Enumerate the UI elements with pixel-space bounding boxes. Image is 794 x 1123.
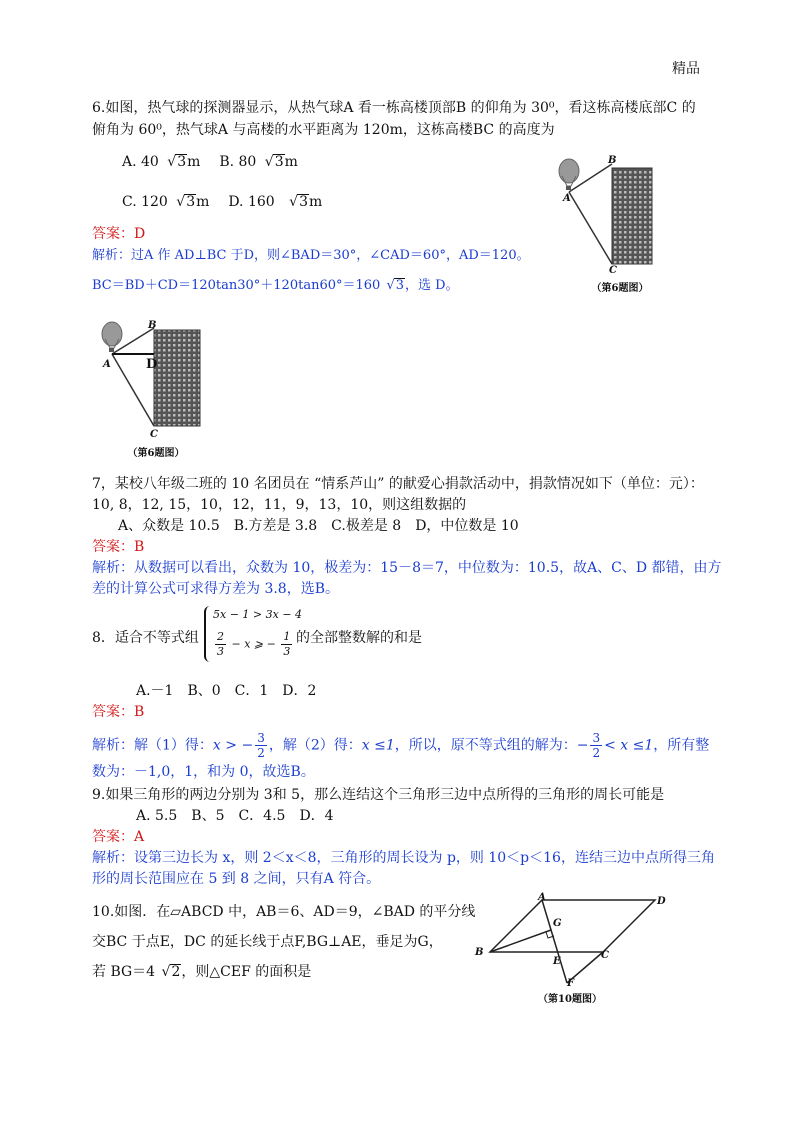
q8-analysis-fraction1	[255, 731, 267, 760]
q6-fig-right-label-a: A	[563, 193, 571, 204]
q10-fig-label-e: E	[553, 956, 561, 967]
q6-fig-left-caption: （第6题图）	[127, 448, 185, 459]
q10-fig-label-b: B	[475, 947, 484, 958]
q8-ineq2-denominator: 3	[217, 645, 224, 658]
q10-fig-label-f: F	[567, 978, 575, 989]
q6-analysis-line1: 解析：过A 作 AD⊥BC 于D，则∠BAD＝30°，∠CAD＝60°，AD＝120。	[92, 248, 530, 263]
q10-fig-label-g: G	[553, 918, 562, 929]
q6-fig-left-label-a: A	[103, 359, 111, 370]
q8-ineq2-middle: − x ⩾ −	[231, 637, 276, 651]
q6-option-a-unit: m	[187, 154, 201, 170]
q6-option-b-radical: √ 3	[273, 154, 285, 169]
q8-analysis-part10: ，所有整	[653, 737, 710, 754]
q6-analysis-text: BC＝BD＋CD＝120tan30°＋120tan60°＝160	[92, 278, 381, 293]
q8-analysis-part4: ，解（2）得：	[268, 737, 362, 754]
q6-options-row2	[122, 192, 322, 212]
q7-stem-line1: 7，某校八年级二班的 10 名团员在 “情系芦山” 的献爱心捐款活动中，捐款情况如下（单位：元）：	[92, 476, 704, 492]
q8-inequality-2	[213, 630, 294, 659]
q10-stem3-radical: √ 2	[170, 964, 182, 979]
q6-option-c-radical: √ 3	[184, 194, 196, 209]
q10-fig-caption: （第10题图）	[538, 994, 602, 1005]
building-icon	[154, 330, 200, 426]
q10-stem-line2: 交BC 于点E，DC 的延长线于点F,BG⊥AE，垂足为G，	[92, 934, 443, 950]
q6-option-d-unit: m	[308, 194, 323, 210]
q6-option-a-radical: √ 3	[175, 154, 187, 169]
q7-options: A、众数是 10.5 B.方差是 3.8 C.极差是 8 D，中位数是 10	[118, 518, 519, 534]
q6-option-d-radical: √ 3	[297, 194, 309, 209]
q8-analysis-part9: < x ≤1	[604, 737, 654, 754]
balloon-icon	[559, 159, 579, 183]
q6-option-c-prefix: C. 120	[122, 194, 168, 210]
q8-inequality-1: 5x − 1 > 3x − 4	[213, 608, 303, 621]
q8-ineq2-rhs-numerator: 1	[283, 630, 291, 643]
q8-analysis-fraction2-num: 3	[592, 731, 601, 745]
q7-analysis-line2: 差的计算公式可求得方差为 3.8，选B。	[92, 581, 340, 597]
q9-stem: 9.如果三角形的两边分别为 3和 5，那么连结这个三角形三边中点所得的三角形的周长可能是	[92, 787, 665, 803]
q6-fig-right-label-b: B	[608, 155, 617, 166]
q8-ineq2-numerator: 2	[217, 630, 224, 643]
balloon-icon	[102, 322, 122, 346]
q8-stem-suffix: 的全部整数解的和是	[296, 630, 422, 646]
header-label: 精品	[672, 61, 700, 77]
q6-fig-left-label-d: D	[146, 357, 158, 372]
q8-analysis-fraction2	[590, 731, 602, 760]
q8-options: A.－1 B、0 C．1 D．2	[136, 683, 317, 699]
q6-options-row1	[122, 152, 298, 172]
q6-fig-right-caption: （第6题图）	[591, 283, 649, 294]
q9-answer: 答案：A	[92, 829, 145, 845]
q8-analysis-part7: −	[576, 737, 589, 754]
q6-stem-line1: 6.如图，热气球的探测器显示，从热气球A 看一栋高楼顶部B 的仰角为 30⁰，看这栋高楼底部C 的	[92, 100, 696, 116]
q6-option-b-prefix: B. 80	[219, 154, 257, 170]
q10-fig-label-c: C	[601, 950, 609, 961]
q8-ineq2-fraction	[215, 630, 226, 659]
q8-analysis-part6: ，所以，原不等式组的解为：	[394, 737, 577, 754]
q6-analysis-tail: ，选 D。	[405, 278, 459, 293]
q10-figure	[470, 892, 700, 992]
q8-analysis-part5: x ≤1	[361, 737, 395, 754]
q6-analysis-radical: √ 3	[394, 278, 405, 293]
building-icon	[612, 168, 652, 264]
q6-option-a-prefix: A. 40	[122, 154, 159, 170]
q10-fig-label-d: D	[657, 896, 666, 907]
q7-stem-line2: 10, 8，12, 15，10，12，11，9，13，10，则这组数据的	[92, 497, 467, 513]
q6-option-b-unit: m	[284, 154, 298, 170]
q10-stem-line3	[92, 962, 311, 982]
q8-answer: 答案：B	[92, 704, 145, 720]
q8-ineq2-rhs-denominator: 3	[283, 645, 291, 658]
q10-stem-line1: 10.如图．在▱ABCD 中，AB＝6、AD＝9，∠BAD 的平分线	[92, 904, 476, 920]
q8-analysis-fraction2-den: 2	[592, 746, 601, 760]
q8-analysis-fraction1-num: 3	[257, 731, 265, 745]
q9-analysis-line2: 形的周长范围应在 5 到 8 之间，只有A 符合。	[92, 871, 381, 887]
q8-analysis-line2: 数为：－1,0，1，和为 0，故选B。	[92, 764, 315, 780]
q6-fig-left-label-b: B	[148, 320, 157, 331]
q8-stem-prefix: 8．适合不等式组	[92, 630, 199, 646]
q10-stem3-suffix: ，则△CEF 的面积是	[181, 964, 312, 980]
q8-brace	[204, 606, 210, 662]
q8-analysis-part2: x > −	[212, 737, 254, 754]
q8-ineq2-rhs-fraction	[281, 630, 292, 659]
q6-option-c-unit: m	[196, 194, 210, 210]
q6-fig-left-label-c: C	[150, 429, 158, 440]
q10-stem3-prefix: 若 BG＝4	[92, 964, 156, 980]
q8-analysis-part1: 解析：解（1）得：	[92, 737, 213, 754]
q9-analysis-line1: 解析：设第三边长为 x，则 2＜x＜8，三角形的周长设为 p，则 10＜p＜16，连结三边中点所得三角	[92, 850, 715, 866]
q6-analysis-line2	[92, 276, 459, 296]
q6-figure-right	[548, 150, 678, 300]
q6-option-d-prefix: D. 160	[228, 194, 275, 210]
q6-answer: 答案：D	[92, 226, 146, 242]
q7-answer: 答案：B	[92, 539, 145, 555]
q8-analysis-fraction1-den: 2	[257, 746, 265, 760]
q6-stem-line2: 俯角为 60⁰，热气球A 与高楼的水平距离为 120m，这栋高楼BC 的高度为	[92, 122, 555, 138]
q6-fig-right-label-c: C	[609, 265, 617, 276]
q7-analysis-line1: 解析：从数据可以看出，众数为 10，极差为：15－8＝7，中位数为：10.5，故A、C、D 都错，由方	[92, 560, 722, 576]
q8-analysis-line1	[92, 731, 709, 760]
q9-options: A. 5.5 B、5 C．4.5 D．4	[136, 808, 334, 824]
q10-fig-label-a: A	[538, 892, 546, 903]
